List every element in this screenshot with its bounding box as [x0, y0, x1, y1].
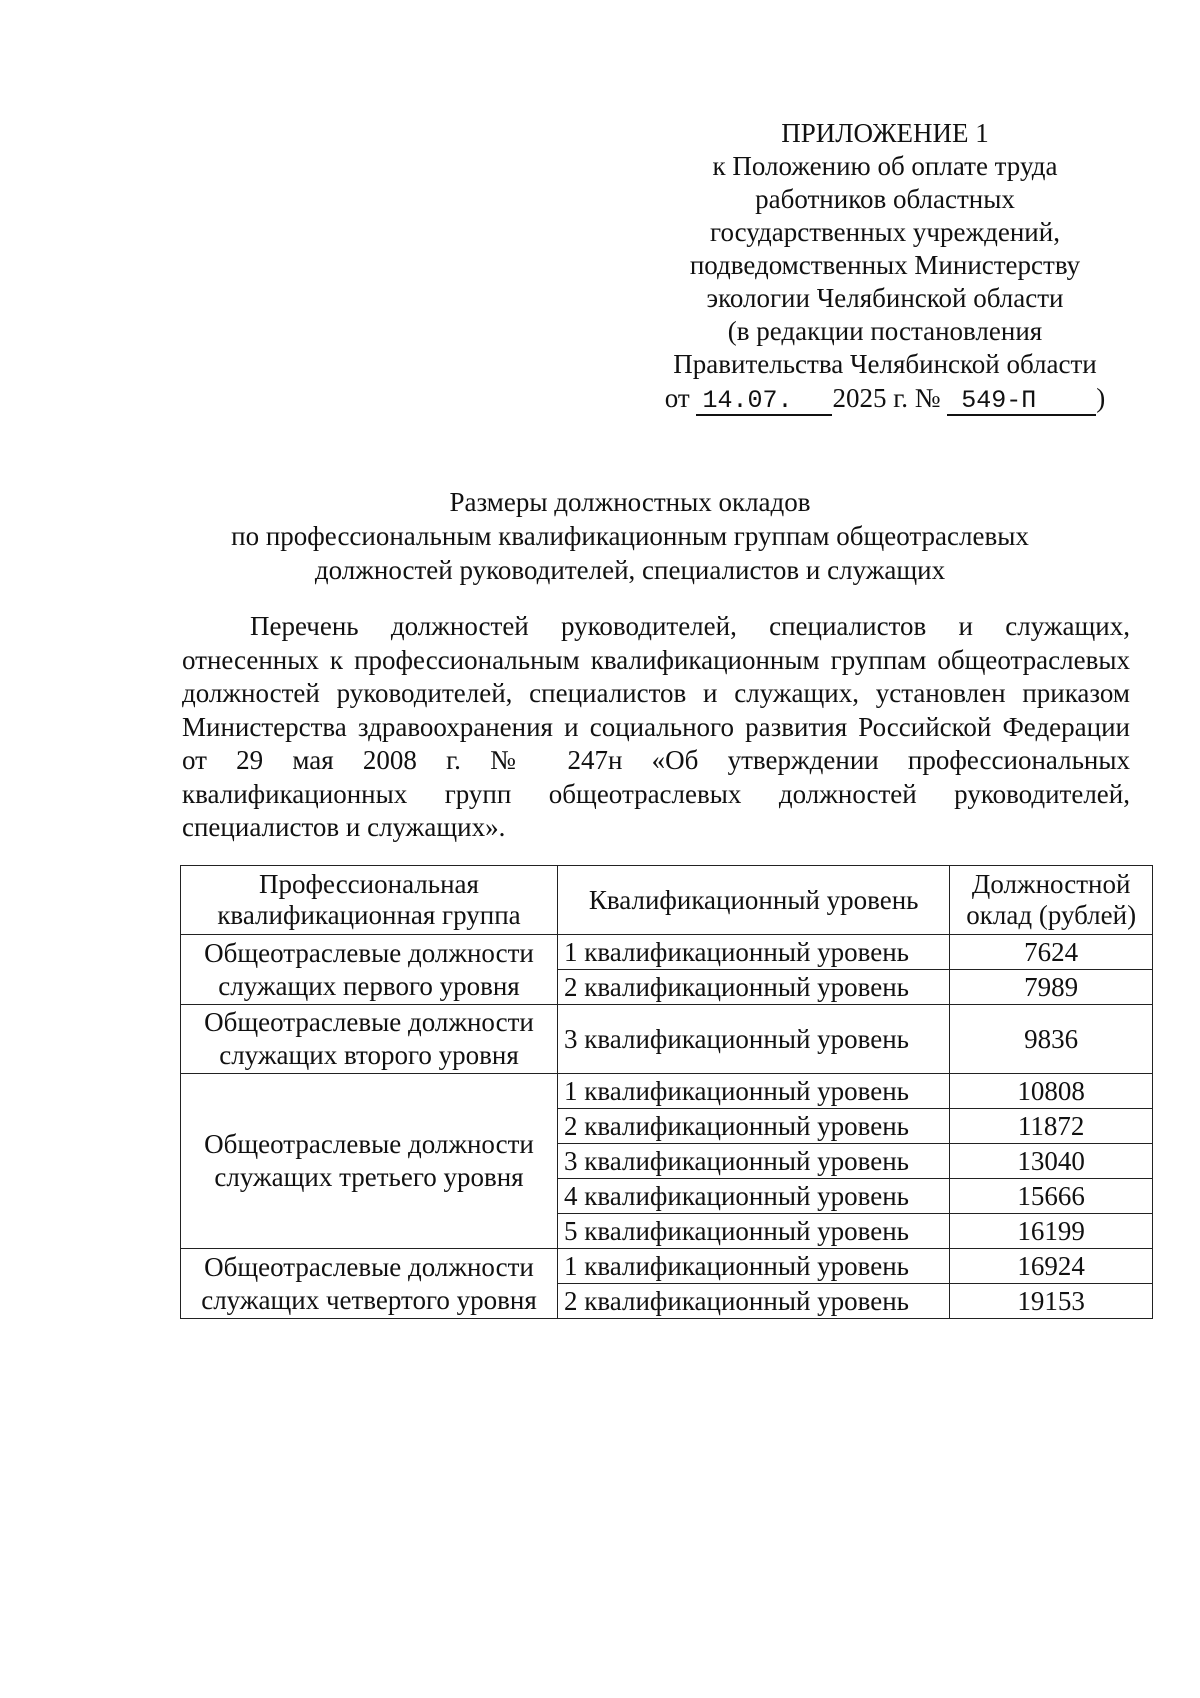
intro-paragraph: Перечень должностей руководителей, специалистов и служащих, отнесенных к профессиональным квалификационным группам общеотраслевых должностей руководителей, специалистов и служащих, установлен приказом Министерства здравоохранения и социального развития Российской Федерации от 29 мая 2008 г. № 247н «Об утверждении профессиональных квалификационных групп общеотраслевых должностей руководителей, специалистов и служащих».	[182, 611, 1130, 842]
table-row	[181, 1074, 1153, 1109]
salary-cell: 7989	[950, 970, 1153, 1005]
table-row	[181, 935, 1153, 970]
header-level: Квалификационный уровень	[557, 866, 949, 935]
level-cell: 2 квалификационный уровень	[557, 970, 949, 1005]
appendix-title: ПРИЛОЖЕНИЕ 1	[781, 118, 989, 148]
level-cell: 1 квалификационный уровень	[557, 935, 949, 970]
level-cell: 3 квалификационный уровень	[557, 1144, 949, 1179]
salary-cell: 7624	[950, 935, 1153, 970]
appendix-line: (в редакции постановления	[727, 316, 1043, 346]
group-name: Общеотраслевые должности служащих четвертого уровня	[181, 1249, 558, 1319]
title-line: Размеры должностных окладов	[449, 487, 811, 517]
header-salary: Должностной оклад (рублей)	[950, 866, 1153, 935]
group-name: Общеотраслевые должности служащих третьего уровня	[181, 1074, 558, 1249]
table-header-row	[181, 866, 1153, 935]
level-cell: 1 квалификационный уровень	[557, 1249, 949, 1284]
level-cell: 3 квалификационный уровень	[557, 1005, 949, 1074]
ref-date-field: 14.07.	[696, 388, 832, 416]
ref-number-field: 549-П	[947, 388, 1096, 416]
salary-cell: 19153	[950, 1284, 1153, 1319]
salary-cell: 13040	[950, 1144, 1153, 1179]
level-cell: 4 квалификационный уровень	[557, 1179, 949, 1214]
salary-cell: 15666	[950, 1179, 1153, 1214]
header-group: Профессиональная квалификационная группа	[181, 866, 558, 935]
table-row	[181, 1005, 1153, 1074]
appendix-line: к Положению об оплате труда	[712, 151, 1058, 181]
appendix-line: Правительства Челябинской области	[673, 349, 1097, 379]
salary-cell: 11872	[950, 1109, 1153, 1144]
appendix-line: экологии Челябинской области	[706, 283, 1064, 313]
salary-table	[180, 865, 1153, 1319]
salary-cell: 16924	[950, 1249, 1153, 1284]
level-cell: 1 квалификационный уровень	[557, 1074, 949, 1109]
table-row	[181, 1249, 1153, 1284]
group-name: Общеотраслевые должности служащих второго уровня	[181, 1005, 558, 1074]
resolution-reference	[650, 382, 1120, 416]
salary-cell: 10808	[950, 1074, 1153, 1109]
ref-close: )	[1096, 383, 1106, 413]
appendix-line: государственных учреждений,	[710, 217, 1060, 247]
ref-year: 2025 г. №	[832, 383, 941, 413]
appendix-header	[650, 117, 1120, 416]
title-line: должностей руководителей, специалистов и служащих	[314, 555, 946, 585]
ref-prefix: от	[664, 383, 690, 413]
level-cell: 2 квалификационный уровень	[557, 1109, 949, 1144]
level-cell: 5 квалификационный уровень	[557, 1214, 949, 1249]
appendix-line: подведомственных Министерству	[689, 250, 1081, 280]
appendix-line: работников областных	[755, 184, 1015, 214]
salary-cell: 9836	[950, 1005, 1153, 1074]
level-cell: 2 квалификационный уровень	[557, 1284, 949, 1319]
document-title	[180, 485, 1080, 587]
title-line: по профессиональным квалификационным группам общеотраслевых	[231, 521, 1029, 551]
salary-cell: 16199	[950, 1214, 1153, 1249]
group-name: Общеотраслевые должности служащих первого уровня	[181, 935, 558, 1005]
